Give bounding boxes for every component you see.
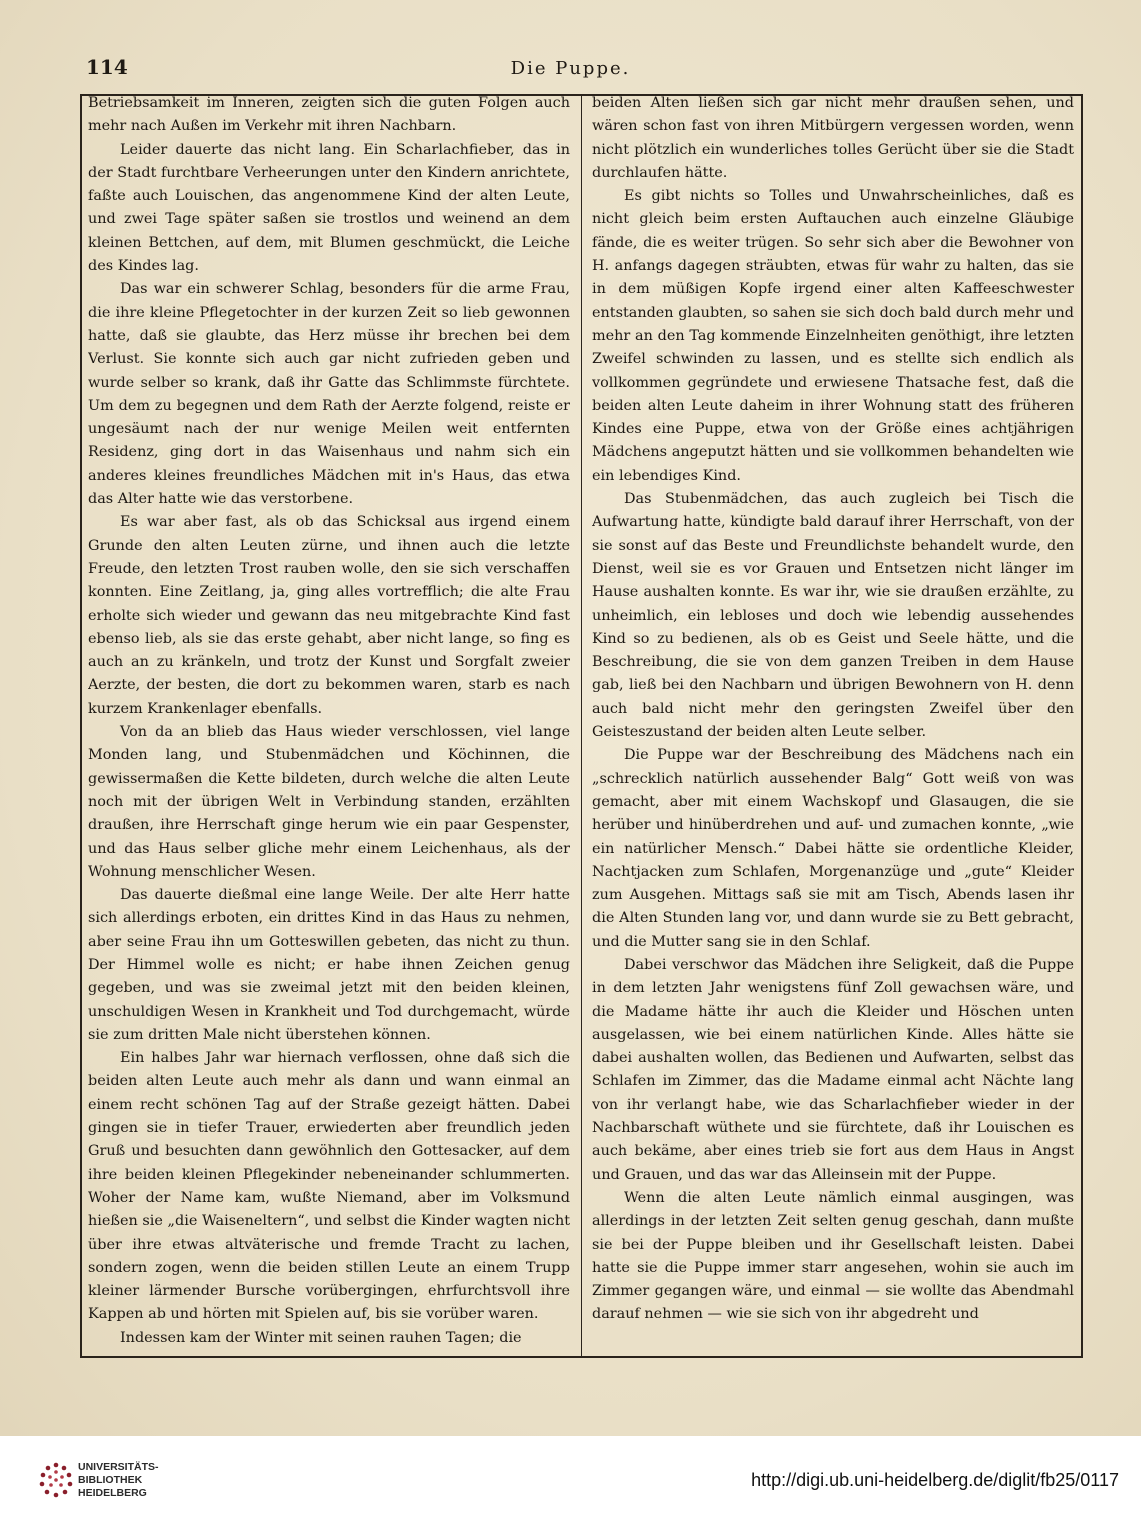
library-name-line: BIBLIOTHEK xyxy=(78,1474,143,1486)
column-divider xyxy=(581,94,582,1358)
paragraph: Es gibt nichts so Tolles und Unwahrscheinliches, daß es nicht gleich beim ersten Auftauchen auch einzelne Gläubige fände, die es weiter trügen. So sehr sich aber die Bewohner von H. anfangs dagegen sträubten, etwas für wahr zu halten, das sie in dem müßigen Kopfe irgend einer alten Kaffeeschwester entstanden glaubten, so sahen sie sich doch bald durch mehr und mehr an den Tag kommende Einzelnheiten genöthigt, ihre letzten Zweifel schwinden zu lassen, und es stellte sich endlich als vollkommen gegründete und erwiesene Thatsache fest, daß die beiden alten Leute daheim in ihrer Wohnung statt des früheren Kindes eine Puppe, etwa von der Größe eines achtjährigen Mädchens angeputzt hätten und sie vollkommen behandelten wie ein lebendiges Kind. xyxy=(592,188,1074,484)
right-column xyxy=(592,92,1074,1354)
paragraph: Das dauerte dießmal eine lange Weile. Der alte Herr hatte sich allerdings erboten, ein drittes Kind in das Haus zu nehmen, aber seine Frau ihn um Gotteswillen gebeten, das nicht zu thun. Der Himmel wolle es nicht; er habe ihnen Zeichen genug gegeben, und was sie zweimal jetzt mit den beiden kleinen, unschuldigen Wesen in Krankheit und Tod durchgemacht, würde sie zum dritten Male nicht überstehen können. xyxy=(88,887,570,1043)
university-seal-icon xyxy=(36,1460,76,1500)
library-logo xyxy=(36,1458,176,1504)
paragraph: beiden Alten ließen sich gar nicht mehr draußen sehen, und wären schon fast von ihren Mitbürgern vergessen worden, wenn nicht plötzlich ein wunderliches tolles Gerücht über sie die Stadt durchlaufen hätte. xyxy=(592,95,1074,181)
paragraph: Das war ein schwerer Schlag, besonders für die arme Frau, die ihre kleine Pflegetochter in der kurzen Zeit so lieb gewonnen hatte, daß sie glaubte, das Herz müsse ihr brechen bei dem Verlust. Sie konnte sich auch gar nicht zufrieden geben und wurde selber so krank, daß ihr Gatte das Schlimmste fürchtete. Um dem zu begegnen und dem Rath der Aerzte folgend, reiste er ungesäumt nach der nur wenige Meilen weit entfernten Residenz, ging dort in das Waisenhaus und nahm sich ein anderes kleines freundliches Mädchen mit in's Haus, das etwa das Alter hatte wie das verstorbene. xyxy=(88,281,570,508)
paragraph: Wenn die alten Leute nämlich einmal ausgingen, was allerdings in der letzten Zeit selten genug geschah, dann mußte sie bei der Puppe bleiben und ihr Gesellschaft leisten. Dabei hatte sie die Puppe immer starr angesehen, wohin sie auch im Zimmer gegangen wäre, und einmal — sie wollte das Abendmahl darauf nehmen — wie sie sich von ihr abgedreht und xyxy=(592,1189,1074,1323)
library-name xyxy=(78,1461,159,1500)
paragraph: Ein halbes Jahr war hiernach verflossen, ohne daß sich die beiden alten Leute auch mehr als dann und wann einmal an einem recht schönen Tag auf der Straße gezeigt hätten. Dabei gingen sie in tiefer Trauer, erwiederten aber freundlich jeden Gruß und besuchten dann gewöhnlich den Gottesacker, auf dem ihre beiden kleinen Pflegekinder nebeneinander schlummerten. Woher der Name kam, wußte Niemand, aber im Volksmund hießen sie „die Waiseneltern“, und selbst die Kinder wagten nicht über ihre etwas altväterische und fremde Tracht zu lachen, sondern zogen, wenn die beiden stillen Leute an einem Trupp kleiner lärmender Bursche vorübergingen, ehrfurchtsvoll ihre Kappen ab und hörten mit Spielen auf, bis sie vorüber waren. xyxy=(88,1050,570,1323)
page-number: 114 xyxy=(86,55,128,79)
library-name-line: UNIVERSITÄTS- xyxy=(78,1461,159,1473)
paragraph: Von da an blieb das Haus wieder verschlossen, viel lange Monden lang, und Stubenmädchen und Köchinnen, die gewissermaßen die Kette bildeten, durch welche die alten Leute noch mit der übrigen Welt in Verbindung standen, erzählten draußen, ihre Herrschaft ginge herum wie ein paar Gespenster, und das Haus selber gliche mehr einem Leichenhaus, als der Wohnung menschlicher Wesen. xyxy=(88,724,570,880)
paragraph: Leider dauerte das nicht lang. Ein Scharlachfieber, das in der Stadt furchtbare Verheerungen unter den Kindern anrichtete, faßte auch Louischen, das angenommene Kind der alten Leute, und zwei Tage später saßen sie trostlos und weinend an dem kleinen Bettchen, auf dem, mit Blumen geschmückt, die Leiche des Kindes lag. xyxy=(88,141,570,275)
paragraph: Die Puppe war der Beschreibung des Mädchens nach ein „schrecklich natürlich aussehender Balg“ Gott weiß von was gemacht, aber mit einem Wachskopf und Glasaugen, die sie herüber und hinüberdrehen und auf- und zumachen konnte, „wie ein natürlicher Mensch.“ Dabei hätte sie ordentliche Kleider, Nachtjacken zum Schlafen, Morgenanzüge und „gute“ Kleider zum Ausgehen. Mittags saß sie mit am Tisch, Abends lasen ihr die Alten Stunden lang vor, und dann wurde sie zu Bett gebracht, und die Mutter sang sie in den Schlaf. xyxy=(592,747,1074,950)
paragraph: Indessen kam der Winter mit seinen rauhen Tagen; die xyxy=(120,1329,522,1346)
source-url[interactable]: http://digi.ub.uni-heidelberg.de/diglit/fb25/0117 xyxy=(751,1470,1119,1490)
paragraph: Dabei verschwor das Mädchen ihre Seligkeit, daß die Puppe in dem letzten Jahr wenigstens fünf Zoll gewachsen wäre, und die Madame hätte ihr auch die Kleider und Höschen unten ausgelassen, wie bei einem natürlichen Kinde. Alles hätte sie dabei aushalten wollen, das Bedienen und Aufwarten, selbst das Schlafen im Zimmer, das die Madame einmal acht Nächte lang von ihr verlangt habe, wie das Scharlachfieber wieder in der Nachbarschaft wüthete und sie fürchtete, daß ihr Louischen es auch bekäme, aber eines trieb sie fort aus dem Haus in Angst und Grauen, und das war das Alleinsein mit der Puppe. xyxy=(592,956,1074,1183)
running-head: Die Puppe. xyxy=(510,58,631,79)
left-column xyxy=(88,92,570,1354)
paragraph: Betriebsamkeit im Inneren, zeigten sich die guten Folgen auch mehr nach Außen im Verkehr mit ihren Nachbarn. xyxy=(88,95,570,135)
paragraph: Das Stubenmädchen, das auch zugleich bei Tisch die Aufwartung hatte, kündigte bald darauf ihrer Herrschaft, von der sie sonst auf das Beste und Freundlichste behandelt wurde, den Dienst, weil sie es vor Grauen und Entsetzen nicht länger im Hause aushalten konnte. Es war ihr, wie sie draußen erzählte, zu unheimlich, ein lebloses und doch wie lebendig aussehendes Kind so zu bedienen, als ob es Geist und Seele hätte, und die Beschreibung, die sie von dem ganzen Treiben in dem Hause gab, ließ bei den Nachbarn und übrigen Bewohnern von H. denn auch bald nicht mehr den geringsten Zweifel über den Geisteszustand der beiden alten Leute selber. xyxy=(592,491,1074,741)
paragraph: Es war aber fast, als ob das Schicksal aus irgend einem Grunde den alten Leuten zürne, und ihnen auch die letzte Freude, den letzten Trost rauben wolle, den sie sich verschaffen konnten. Eine Zeitlang, ja, ging alles vortrefflich; die alte Frau erholte sich wieder und gewann das neu mitgebrachte Kind fast ebenso lieb, als sie das erste gehabt, aber nicht lange, so fing es auch an zu kränkeln, und trotz der Kunst und Sorgfalt zweier Aerzte, der besten, die dort zu bekommen waren, starb es nach kurzem Krankenlager ebenfalls. xyxy=(88,514,570,717)
library-name-line: HEIDELBERG xyxy=(78,1487,147,1499)
